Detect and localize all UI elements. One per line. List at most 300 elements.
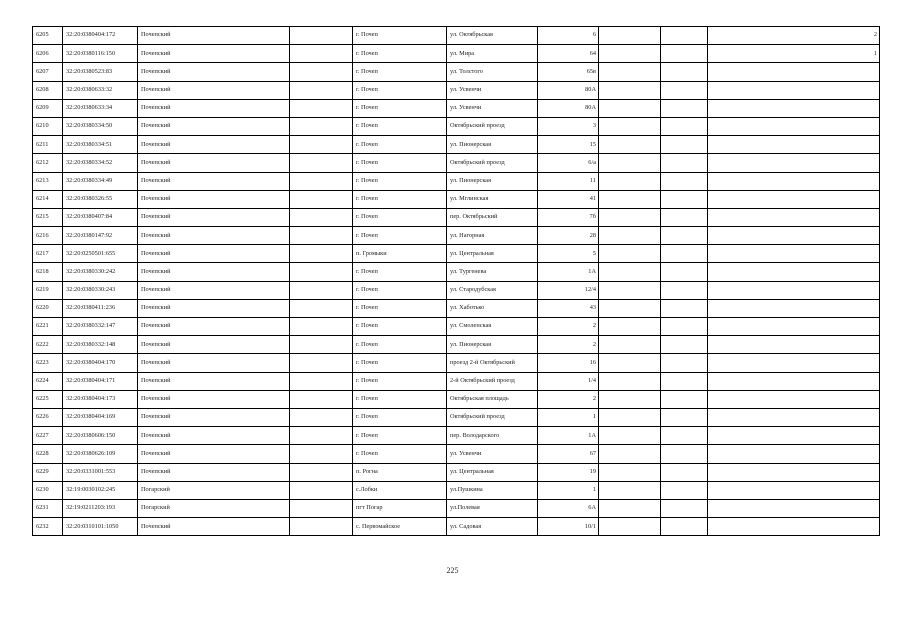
street-cell: ул. Нагорная (447, 227, 538, 245)
row-number-cell: 6218 (33, 263, 63, 281)
blank-cell (290, 318, 353, 336)
district-cell: Почепский (138, 372, 290, 390)
table-row (33, 463, 880, 481)
street-cell: ул. Толстого (447, 63, 538, 81)
table-row (33, 227, 880, 245)
blank-cell (290, 154, 353, 172)
blank-cell (599, 518, 661, 536)
count-cell (708, 336, 880, 354)
settlement-cell: п. Громыки (353, 245, 447, 263)
blank-cell (661, 81, 708, 99)
cadastral-number-cell: 32:20:0380404:170 (63, 354, 138, 372)
district-cell: Почепский (138, 281, 290, 299)
blank-cell (661, 354, 708, 372)
row-number-cell: 6207 (33, 63, 63, 81)
district-cell: Почепский (138, 245, 290, 263)
house-number-cell: 2 (538, 318, 599, 336)
row-number-cell: 6220 (33, 299, 63, 317)
blank-cell (290, 136, 353, 154)
table-row (33, 99, 880, 117)
settlement-cell: г. Почеп (353, 117, 447, 135)
table-row (33, 172, 880, 190)
settlement-cell: г. Почеп (353, 318, 447, 336)
settlement-cell: г. Почеп (353, 281, 447, 299)
row-number-cell: 6228 (33, 445, 63, 463)
house-number-cell: 1 (538, 481, 599, 499)
street-cell: ул. Хаботько (447, 299, 538, 317)
cadastral-number-cell: 32:20:0380330:243 (63, 281, 138, 299)
blank-cell (290, 463, 353, 481)
house-number-cell: 12/4 (538, 281, 599, 299)
blank-cell (661, 172, 708, 190)
count-cell (708, 481, 880, 499)
street-cell: Октябрьская площадь (447, 390, 538, 408)
cadastral-number-cell: 32:20:0380334:52 (63, 154, 138, 172)
cadastral-number-cell: 32:20:0380330:242 (63, 263, 138, 281)
settlement-cell: г. Почеп (353, 299, 447, 317)
cadastral-number-cell: 32:20:0380404:169 (63, 408, 138, 426)
table-row (33, 499, 880, 517)
blank-cell (661, 27, 708, 45)
blank-cell (661, 99, 708, 117)
settlement-cell: г. Почеп (353, 336, 447, 354)
cadastral-number-cell: 32:20:0380633:34 (63, 99, 138, 117)
street-cell: пер. Октябрьский (447, 208, 538, 226)
table-row (33, 390, 880, 408)
house-number-cell: 80А (538, 99, 599, 117)
house-number-cell: 2 (538, 336, 599, 354)
settlement-cell: г. Почеп (353, 99, 447, 117)
blank-cell (290, 263, 353, 281)
settlement-cell: г. Почеп (353, 408, 447, 426)
table-row (33, 81, 880, 99)
blank-cell (599, 318, 661, 336)
blank-cell (290, 81, 353, 99)
district-cell: Почепский (138, 208, 290, 226)
row-number-cell: 6217 (33, 245, 63, 263)
count-cell (708, 318, 880, 336)
count-cell (708, 299, 880, 317)
blank-cell (290, 190, 353, 208)
blank-cell (661, 245, 708, 263)
blank-cell (599, 227, 661, 245)
settlement-cell: г. Почеп (353, 190, 447, 208)
row-number-cell: 6219 (33, 281, 63, 299)
count-cell (708, 518, 880, 536)
settlement-cell: г. Почеп (353, 390, 447, 408)
settlement-cell: г. Почеп (353, 63, 447, 81)
district-cell: Почепский (138, 27, 290, 45)
street-cell: ул. Мира (447, 45, 538, 63)
blank-cell (290, 63, 353, 81)
blank-cell (290, 117, 353, 135)
blank-cell (290, 445, 353, 463)
table-row (33, 281, 880, 299)
table-row (33, 245, 880, 263)
cadastral-number-cell: 32:20:0380334:50 (63, 117, 138, 135)
settlement-cell: г. Почеп (353, 172, 447, 190)
settlement-cell: г. Почеп (353, 354, 447, 372)
blank-cell (661, 445, 708, 463)
table-row (33, 190, 880, 208)
table-row (33, 336, 880, 354)
count-cell (708, 408, 880, 426)
street-cell: Октябрьский проезд (447, 117, 538, 135)
settlement-cell: п. Рогна (353, 463, 447, 481)
cadastral-number-cell: 32:20:0380332:148 (63, 336, 138, 354)
blank-cell (290, 499, 353, 517)
table-row (33, 481, 880, 499)
district-cell: Почепский (138, 263, 290, 281)
row-number-cell: 6210 (33, 117, 63, 135)
blank-cell (599, 372, 661, 390)
settlement-cell: г. Почеп (353, 445, 447, 463)
count-cell: 2 (708, 27, 880, 45)
street-cell: ул. Усвенчи (447, 445, 538, 463)
settlement-cell: г. Почеп (353, 372, 447, 390)
blank-cell (661, 372, 708, 390)
row-number-cell: 6224 (33, 372, 63, 390)
house-number-cell: 3 (538, 117, 599, 135)
district-cell: Почепский (138, 63, 290, 81)
count-cell (708, 390, 880, 408)
row-number-cell: 6209 (33, 99, 63, 117)
blank-cell (290, 372, 353, 390)
street-cell: ул. Тургенева (447, 263, 538, 281)
row-number-cell: 6213 (33, 172, 63, 190)
blank-cell (290, 245, 353, 263)
blank-cell (599, 299, 661, 317)
street-cell: ул. Центральная (447, 463, 538, 481)
district-cell: Почепский (138, 427, 290, 445)
table-row (33, 372, 880, 390)
register-table (32, 26, 880, 536)
cadastral-number-cell: 32:20:0380334:51 (63, 136, 138, 154)
district-cell: Погарский (138, 481, 290, 499)
blank-cell (599, 136, 661, 154)
blank-cell (599, 390, 661, 408)
count-cell (708, 263, 880, 281)
blank-cell (661, 336, 708, 354)
blank-cell (661, 299, 708, 317)
blank-cell (599, 245, 661, 263)
cadastral-number-cell: 32:19:0030102:245 (63, 481, 138, 499)
street-cell: ул. Пионерская (447, 136, 538, 154)
cadastral-number-cell: 32:20:0380404:172 (63, 27, 138, 45)
count-cell (708, 245, 880, 263)
street-cell: проезд 2-й Октябрьский (447, 354, 538, 372)
blank-cell (661, 154, 708, 172)
house-number-cell: 1/4 (538, 372, 599, 390)
settlement-cell: г. Почеп (353, 263, 447, 281)
page-number: 225 (446, 566, 459, 575)
cadastral-number-cell: 32:20:0380606:150 (63, 427, 138, 445)
table-row (33, 427, 880, 445)
district-cell: Почепский (138, 336, 290, 354)
street-cell: пер. Володарского (447, 427, 538, 445)
house-number-cell: 1 (538, 408, 599, 426)
blank-cell (661, 318, 708, 336)
blank-cell (661, 518, 708, 536)
blank-cell (599, 481, 661, 499)
blank-cell (661, 263, 708, 281)
blank-cell (599, 463, 661, 481)
district-cell: Почепский (138, 390, 290, 408)
house-number-cell: 2 (538, 390, 599, 408)
cadastral-number-cell: 32:20:0380332:147 (63, 318, 138, 336)
count-cell (708, 463, 880, 481)
district-cell: Почепский (138, 81, 290, 99)
settlement-cell: г. Почеп (353, 154, 447, 172)
street-cell: ул. Усвенчи (447, 81, 538, 99)
house-number-cell: 15 (538, 136, 599, 154)
cadastral-number-cell: 32:20:0380411:236 (63, 299, 138, 317)
street-cell: ул.Полевая (447, 499, 538, 517)
house-number-cell: 5 (538, 245, 599, 263)
table-row (33, 27, 880, 45)
settlement-cell: г. Почеп (353, 45, 447, 63)
house-number-cell: 6 (538, 27, 599, 45)
blank-cell (661, 499, 708, 517)
cadastral-number-cell: 32:20:0380326:55 (63, 190, 138, 208)
street-cell: ул. Пионерская (447, 172, 538, 190)
blank-cell (661, 481, 708, 499)
count-cell (708, 427, 880, 445)
table-row (33, 63, 880, 81)
house-number-cell: 1А (538, 263, 599, 281)
cadastral-number-cell: 32:20:0310101:1050 (63, 518, 138, 536)
blank-cell (290, 45, 353, 63)
house-number-cell: 10/1 (538, 518, 599, 536)
table-row (33, 154, 880, 172)
table-row (33, 445, 880, 463)
count-cell (708, 445, 880, 463)
street-cell: ул. Центральная (447, 245, 538, 263)
table-row (33, 45, 880, 63)
district-cell: Почепский (138, 318, 290, 336)
blank-cell (661, 227, 708, 245)
blank-cell (599, 154, 661, 172)
count-cell (708, 190, 880, 208)
house-number-cell: 6/а (538, 154, 599, 172)
blank-cell (290, 408, 353, 426)
row-number-cell: 6215 (33, 208, 63, 226)
blank-cell (599, 336, 661, 354)
blank-cell (290, 208, 353, 226)
blank-cell (599, 263, 661, 281)
house-number-cell: 80А (538, 81, 599, 99)
cadastral-number-cell: 32:20:0380407:84 (63, 208, 138, 226)
table-row (33, 299, 880, 317)
count-cell (708, 99, 880, 117)
count-cell (708, 172, 880, 190)
district-cell: Почепский (138, 227, 290, 245)
row-number-cell: 6211 (33, 136, 63, 154)
cadastral-number-cell: 32:20:0331001:553 (63, 463, 138, 481)
row-number-cell: 6227 (33, 427, 63, 445)
house-number-cell: 28 (538, 227, 599, 245)
cadastral-number-cell: 32:20:0380116:150 (63, 45, 138, 63)
house-number-cell: 67 (538, 445, 599, 463)
table-row (33, 263, 880, 281)
table-row (33, 318, 880, 336)
table-row (33, 518, 880, 536)
blank-cell (661, 281, 708, 299)
row-number-cell: 6226 (33, 408, 63, 426)
row-number-cell: 6232 (33, 518, 63, 536)
blank-cell (599, 281, 661, 299)
blank-cell (599, 45, 661, 63)
blank-cell (599, 499, 661, 517)
blank-cell (661, 45, 708, 63)
count-cell (708, 354, 880, 372)
cadastral-number-cell: 32:20:0380626:109 (63, 445, 138, 463)
cadastral-number-cell: 32:20:0380404:171 (63, 372, 138, 390)
blank-cell (290, 390, 353, 408)
street-cell: Октябрьский проезд (447, 154, 538, 172)
house-number-cell: 1А (538, 427, 599, 445)
table-row (33, 136, 880, 154)
district-cell: Почепский (138, 299, 290, 317)
blank-cell (599, 81, 661, 99)
blank-cell (661, 408, 708, 426)
blank-cell (599, 427, 661, 445)
street-cell: ул. Пионерская (447, 336, 538, 354)
row-number-cell: 6231 (33, 499, 63, 517)
district-cell: Почепский (138, 408, 290, 426)
blank-cell (661, 136, 708, 154)
district-cell: Почепский (138, 463, 290, 481)
row-number-cell: 6214 (33, 190, 63, 208)
row-number-cell: 6230 (33, 481, 63, 499)
district-cell: Почепский (138, 190, 290, 208)
district-cell: Почепский (138, 117, 290, 135)
settlement-cell: г. Почеп (353, 208, 447, 226)
blank-cell (599, 208, 661, 226)
house-number-cell: 11 (538, 172, 599, 190)
row-number-cell: 6206 (33, 45, 63, 63)
row-number-cell: 6221 (33, 318, 63, 336)
cadastral-number-cell: 32:20:0380633:32 (63, 81, 138, 99)
street-cell: ул. Стародубская (447, 281, 538, 299)
settlement-cell: г. Почеп (353, 81, 447, 99)
district-cell: Почепский (138, 154, 290, 172)
blank-cell (599, 408, 661, 426)
cadastral-number-cell: 32:20:0380523:83 (63, 63, 138, 81)
row-number-cell: 6229 (33, 463, 63, 481)
count-cell (708, 281, 880, 299)
settlement-cell: с.Лобки (353, 481, 447, 499)
house-number-cell: 7б (538, 208, 599, 226)
district-cell: Погарский (138, 499, 290, 517)
blank-cell (290, 99, 353, 117)
count-cell (708, 63, 880, 81)
street-cell: ул. Смоленская (447, 318, 538, 336)
blank-cell (290, 481, 353, 499)
count-cell (708, 499, 880, 517)
house-number-cell: 41 (538, 190, 599, 208)
blank-cell (290, 427, 353, 445)
blank-cell (290, 354, 353, 372)
row-number-cell: 6222 (33, 336, 63, 354)
count-cell (708, 136, 880, 154)
blank-cell (290, 172, 353, 190)
blank-cell (599, 172, 661, 190)
house-number-cell: 6А (538, 499, 599, 517)
settlement-cell: г. Почеп (353, 27, 447, 45)
house-number-cell: 43 (538, 299, 599, 317)
street-cell: Октябрьский проезд (447, 408, 538, 426)
blank-cell (290, 27, 353, 45)
cadastral-number-cell: 32:20:0250501:655 (63, 245, 138, 263)
blank-cell (599, 117, 661, 135)
blank-cell (661, 390, 708, 408)
row-number-cell: 6208 (33, 81, 63, 99)
house-number-cell: 19 (538, 463, 599, 481)
district-cell: Почепский (138, 45, 290, 63)
table-row (33, 354, 880, 372)
table-row (33, 208, 880, 226)
blank-cell (661, 208, 708, 226)
blank-cell (599, 27, 661, 45)
blank-cell (290, 518, 353, 536)
cadastral-number-cell: 32:20:0380404:173 (63, 390, 138, 408)
row-number-cell: 6223 (33, 354, 63, 372)
count-cell (708, 117, 880, 135)
house-number-cell: 64 (538, 45, 599, 63)
district-cell: Почепский (138, 136, 290, 154)
row-number-cell: 6205 (33, 27, 63, 45)
district-cell: Почепский (138, 99, 290, 117)
street-cell: ул. Октябрьская (447, 27, 538, 45)
blank-cell (661, 190, 708, 208)
street-cell: 2-й Октябрьский проезд (447, 372, 538, 390)
street-cell: ул. Садовая (447, 518, 538, 536)
blank-cell (599, 445, 661, 463)
blank-cell (290, 336, 353, 354)
blank-cell (599, 63, 661, 81)
district-cell: Почепский (138, 518, 290, 536)
district-cell: Почепский (138, 172, 290, 190)
blank-cell (599, 354, 661, 372)
count-cell (708, 372, 880, 390)
settlement-cell: г. Почеп (353, 227, 447, 245)
table-row (33, 408, 880, 426)
row-number-cell: 6225 (33, 390, 63, 408)
blank-cell (599, 190, 661, 208)
blank-cell (661, 427, 708, 445)
count-cell (708, 81, 880, 99)
count-cell (708, 227, 880, 245)
blank-cell (599, 99, 661, 117)
street-cell: ул. Мглинская (447, 190, 538, 208)
cadastral-number-cell: 32:19:0211203:193 (63, 499, 138, 517)
count-cell (708, 208, 880, 226)
settlement-cell: пгт Погар (353, 499, 447, 517)
settlement-cell: г. Почеп (353, 136, 447, 154)
settlement-cell: с. Первомайское (353, 518, 447, 536)
blank-cell (290, 299, 353, 317)
settlement-cell: г. Почеп (353, 427, 447, 445)
blank-cell (290, 281, 353, 299)
street-cell: ул. Усвенчи (447, 99, 538, 117)
table-row (33, 117, 880, 135)
cadastral-number-cell: 32:20:0380334:49 (63, 172, 138, 190)
blank-cell (661, 63, 708, 81)
street-cell: ул.Пушкина (447, 481, 538, 499)
blank-cell (661, 463, 708, 481)
row-number-cell: 6212 (33, 154, 63, 172)
